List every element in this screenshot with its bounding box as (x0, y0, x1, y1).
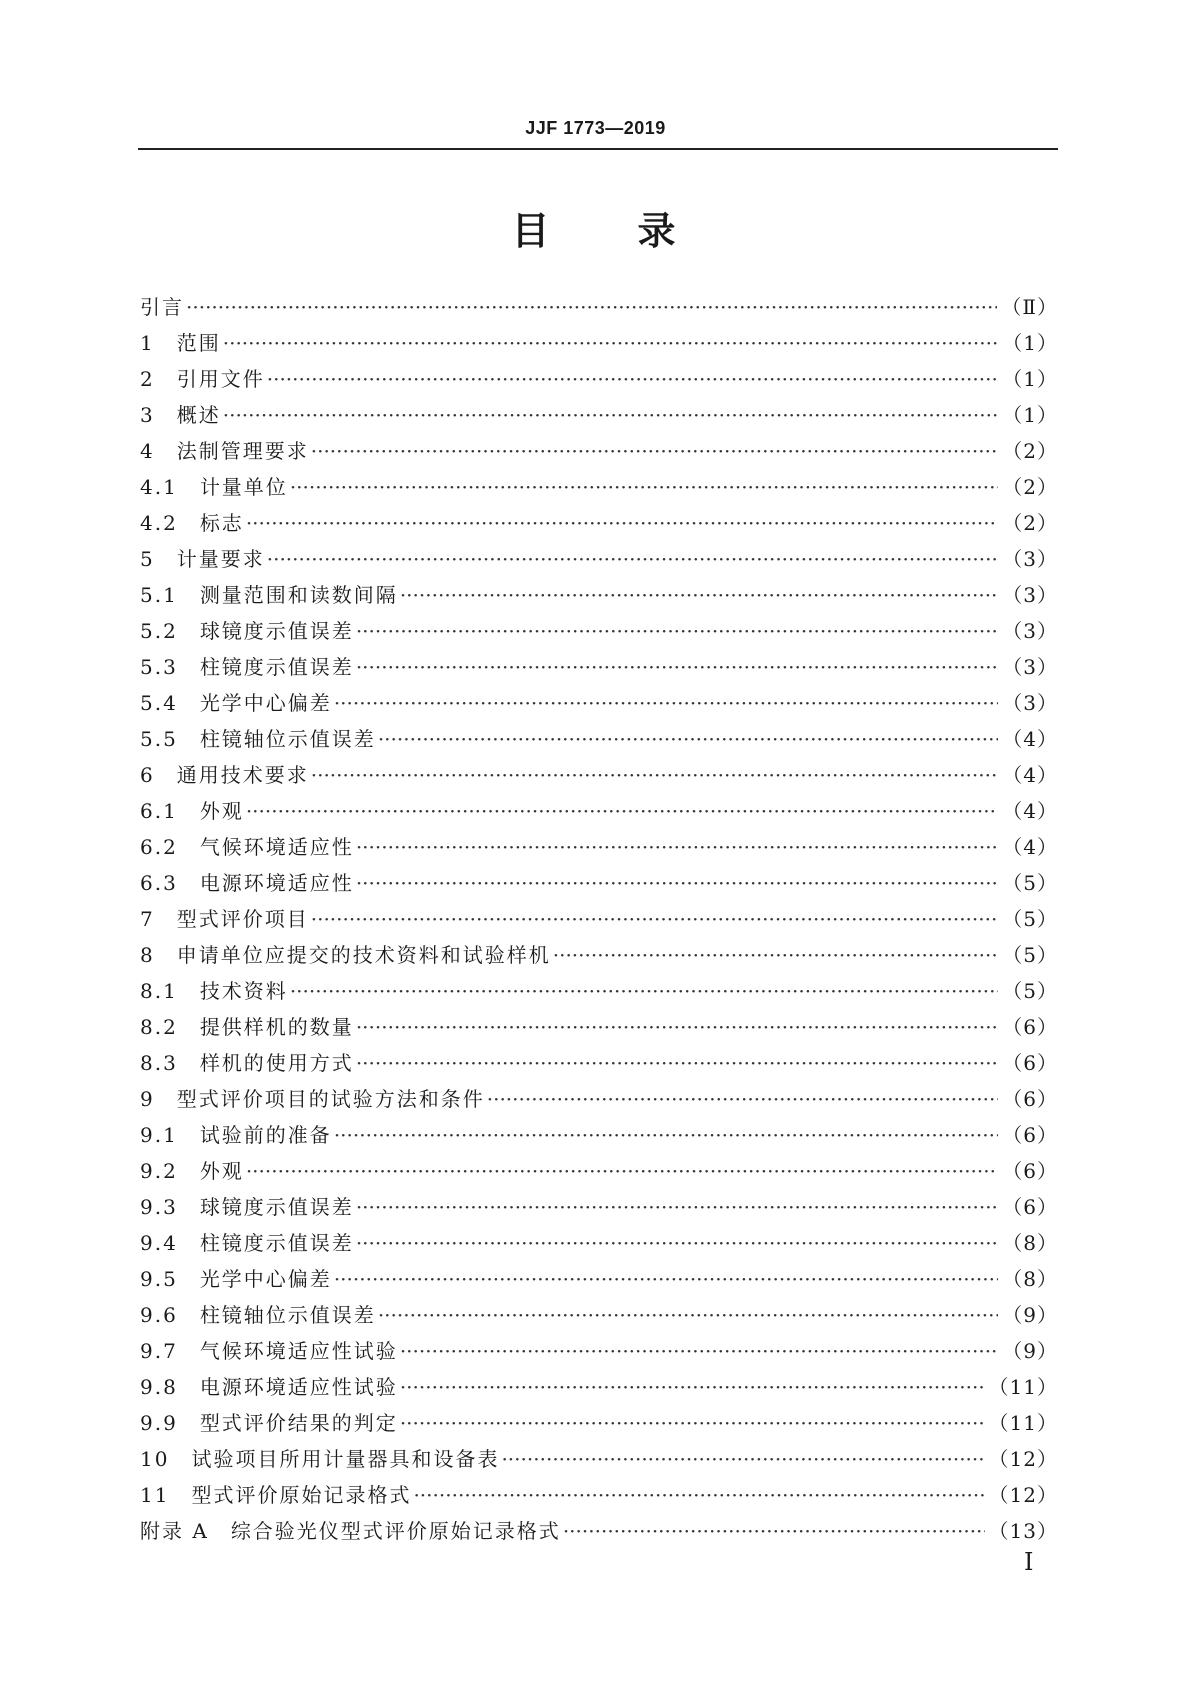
toc-entry-title: 气候环境适应性 (199, 835, 354, 859)
toc-entry-page: （4） (1002, 835, 1058, 859)
toc-entry-page: （6） (1002, 1015, 1058, 1039)
toc-dot-leader (223, 325, 999, 361)
toc-entry-page: （9） (1002, 1303, 1058, 1327)
toc-dot-leader (400, 1369, 985, 1405)
toc-entry-number: 4.1 (140, 475, 200, 499)
toc-entry-number: 8 (140, 943, 177, 967)
toc-dot-leader (267, 361, 999, 397)
toc-entry-number: 1 (140, 331, 177, 355)
toc-entry-page: （13） (988, 1519, 1058, 1543)
toc-entry-number: 7 (140, 907, 177, 931)
toc-entry-page: （6） (1002, 1195, 1058, 1219)
toc-entry-title: 概述 (176, 403, 221, 427)
toc-entry-page: （3） (1002, 547, 1058, 571)
toc-entry[interactable] (140, 1405, 1058, 1441)
toc-entry-number: 4.2 (140, 511, 200, 535)
toc-entry-title: 引言 (140, 295, 184, 319)
toc-dot-leader (501, 1441, 984, 1477)
toc-entry-title: 法制管理要求 (176, 439, 309, 463)
toc-entry-page: （1） (1002, 331, 1058, 355)
toc-entry[interactable] (140, 793, 1058, 829)
toc-entry-page: （6） (1002, 1087, 1058, 1111)
toc-dot-leader (487, 1081, 999, 1117)
toc-entry-page: （5） (1002, 943, 1058, 967)
toc-entry-title: 电源环境适应性试验 (199, 1375, 398, 1399)
toc-entry-number: 8.1 (140, 979, 200, 1003)
toc-entry-title: 通用技术要求 (176, 763, 309, 787)
toc-entry-number: 5.2 (140, 619, 200, 643)
toc-entry-number: 9.9 (140, 1411, 200, 1435)
toc-entry-title: 外观 (199, 1159, 244, 1183)
toc-entry-title: 型式评价原始记录格式 (191, 1483, 412, 1507)
toc-dot-leader (223, 397, 999, 433)
toc-dot-leader (311, 901, 999, 937)
toc-entry-page: （9） (1002, 1339, 1058, 1363)
toc-entry[interactable] (140, 721, 1058, 757)
toc-entry[interactable] (140, 757, 1058, 793)
toc-entry-page: （2） (1002, 511, 1058, 535)
toc-entry-title: 外观 (199, 799, 244, 823)
toc-entry-page: （3） (1002, 655, 1058, 679)
toc-entry-title: 计量要求 (176, 547, 265, 571)
toc-dot-leader (400, 1333, 998, 1369)
toc-entry-page: （8） (1002, 1231, 1058, 1255)
toc-entry[interactable] (140, 1369, 1058, 1405)
toc-entry[interactable] (140, 541, 1058, 577)
toc-dot-leader (334, 1117, 998, 1153)
toc-entry[interactable] (140, 1153, 1058, 1189)
toc-entry-number: 9.7 (140, 1339, 200, 1363)
toc-entry-page: （3） (1002, 691, 1058, 715)
toc-dot-leader (311, 757, 999, 793)
toc-entry-page: （5） (1002, 871, 1058, 895)
toc-entry-title: 测量范围和读数间隔 (199, 583, 398, 607)
toc-entry[interactable] (140, 1297, 1058, 1333)
toc-dot-leader (356, 829, 998, 865)
toc-entry[interactable] (140, 1225, 1058, 1261)
toc-entry-title: 光学中心偏差 (199, 1267, 332, 1291)
toc-entry-page: （1） (1002, 403, 1058, 427)
toc-entry-number: 9.6 (140, 1303, 200, 1327)
toc-entry-title: 提供样机的数量 (199, 1015, 354, 1039)
toc-entry-number: 6.3 (140, 871, 200, 895)
toc-entry[interactable] (140, 577, 1058, 613)
toc-entry-number: 2 (140, 367, 177, 391)
toc-entry-title: 光学中心偏差 (199, 691, 332, 715)
toc-entry[interactable] (140, 685, 1058, 721)
toc-entry-page: （5） (1002, 907, 1058, 931)
toc-dot-leader (356, 649, 998, 685)
toc-entry-page: （3） (1002, 619, 1058, 643)
toc-dot-leader (413, 1477, 984, 1513)
toc-entry[interactable] (140, 865, 1058, 901)
toc-entry-number: 5.3 (140, 655, 200, 679)
toc-entry-title: 柱镜度示值误差 (199, 1231, 354, 1255)
toc-entry-number: 附录 A (140, 1519, 231, 1543)
toc-entry-number: 8.3 (140, 1051, 200, 1075)
toc-entry[interactable] (140, 505, 1058, 541)
toc-entry-number: 9.1 (140, 1123, 200, 1147)
toc-entry-title: 型式评价项目的试验方法和条件 (176, 1087, 485, 1111)
toc-dot-leader (246, 505, 998, 541)
toc-entry-title: 柱镜轴位示值误差 (199, 727, 376, 751)
toc-entry-title: 计量单位 (199, 475, 288, 499)
toc-entry-number: 4 (140, 439, 177, 463)
toc-entry[interactable] (140, 1117, 1058, 1153)
toc-dot-leader (356, 1045, 998, 1081)
toc-entry[interactable] (140, 1513, 1058, 1549)
toc-entry-title: 引用文件 (176, 367, 265, 391)
toc-entry-page: （4） (1002, 763, 1058, 787)
toc-dot-leader (400, 1405, 985, 1441)
toc-entry[interactable] (140, 1441, 1058, 1477)
toc-entry[interactable] (140, 973, 1058, 1009)
toc-dot-leader (290, 469, 998, 505)
toc-dot-leader (400, 577, 998, 613)
toc-entry[interactable] (140, 613, 1058, 649)
toc-dot-leader (553, 937, 999, 973)
toc-entry-title: 标志 (199, 511, 244, 535)
toc-entry[interactable] (140, 1477, 1058, 1513)
toc-entry[interactable] (140, 937, 1058, 973)
toc-entry-title: 电源环境适应性 (199, 871, 354, 895)
toc-entry[interactable] (140, 325, 1058, 361)
toc-dot-leader (267, 541, 999, 577)
toc-dot-leader (356, 1009, 998, 1045)
toc-entry-number: 6 (140, 763, 177, 787)
toc-entry-page: （6） (1002, 1159, 1058, 1183)
toc-dot-leader (334, 1261, 998, 1297)
toc-entry[interactable] (140, 397, 1058, 433)
toc-entry-title: 范围 (176, 331, 221, 355)
toc-entry-page: （2） (1002, 475, 1058, 499)
toc-entry[interactable] (140, 1189, 1058, 1225)
toc-dot-leader (378, 721, 998, 757)
toc-entry-page: （8） (1002, 1267, 1058, 1291)
toc-dot-leader (563, 1513, 985, 1549)
toc-entry-number: 5 (140, 547, 177, 571)
toc-entry-number: 11 (140, 1483, 192, 1507)
toc-entry-title: 试验前的准备 (199, 1123, 332, 1147)
toc-entry-page: （11） (988, 1411, 1058, 1435)
toc-dot-leader (186, 289, 997, 325)
toc-entry-title: 柱镜度示值误差 (199, 655, 354, 679)
toc-entry[interactable] (140, 901, 1058, 937)
toc-entry-title: 综合验光仪型式评价原始记录格式 (230, 1519, 561, 1543)
toc-entry-number: 5.1 (140, 583, 200, 607)
toc-entry[interactable] (140, 1081, 1058, 1117)
toc-dot-leader (356, 1189, 998, 1225)
page-number-folio: I (1024, 1548, 1034, 1576)
header-rule (138, 148, 1058, 150)
toc-entry-number: 8.2 (140, 1015, 200, 1039)
toc-dot-leader (378, 1297, 998, 1333)
toc-entry-title: 申请单位应提交的技术资料和试验样机 (176, 943, 551, 967)
toc-dot-leader (311, 433, 999, 469)
toc-entry-number: 10 (140, 1447, 192, 1471)
toc-dot-leader (356, 1225, 998, 1261)
toc-dot-leader (356, 613, 998, 649)
toc-entry[interactable] (140, 1261, 1058, 1297)
toc-entry[interactable] (140, 1045, 1058, 1081)
toc-entry-page: （2） (1002, 439, 1058, 463)
toc-entry[interactable] (140, 361, 1058, 397)
toc-entry-title: 球镜度示值误差 (199, 619, 354, 643)
toc-entry-title: 样机的使用方式 (199, 1051, 354, 1075)
toc-entry-page: （6） (1002, 1051, 1058, 1075)
toc-dot-leader (246, 1153, 998, 1189)
toc-entry-page: （1） (1002, 367, 1058, 391)
toc-entry-page: （11） (988, 1375, 1058, 1399)
toc-entry-number: 9.4 (140, 1231, 200, 1255)
toc-entry-number: 9.2 (140, 1159, 200, 1183)
toc-entry-title: 型式评价项目 (176, 907, 309, 931)
toc-entry-title: 型式评价结果的判定 (199, 1411, 398, 1435)
toc-dot-leader (334, 685, 998, 721)
toc-entry-number: 6.1 (140, 799, 200, 823)
toc-entry-title: 气候环境适应性试验 (199, 1339, 398, 1363)
toc-entry-page: （5） (1002, 979, 1058, 1003)
toc-entry[interactable] (140, 433, 1058, 469)
toc-entry[interactable] (140, 469, 1058, 505)
toc-entry-title: 试验项目所用计量器具和设备表 (191, 1447, 500, 1471)
toc-entry-number: 9.5 (140, 1267, 200, 1291)
toc-entry-page: （12） (988, 1483, 1058, 1507)
page-title: 目 录 (511, 209, 680, 253)
toc-entry-page: （3） (1002, 583, 1058, 607)
standard-code-header: JJF 1773—2019 (525, 118, 666, 138)
toc-entry-title: 技术资料 (199, 979, 288, 1003)
toc-entry-title: 球镜度示值误差 (199, 1195, 354, 1219)
toc-entry-page: （12） (988, 1447, 1058, 1471)
toc-entry-number: 5.5 (140, 727, 200, 751)
toc-entry-number: 3 (140, 403, 177, 427)
toc-entry[interactable] (140, 1333, 1058, 1369)
toc-entry[interactable] (140, 289, 1058, 325)
toc-entry[interactable] (140, 649, 1058, 685)
toc-entry-number: 6.2 (140, 835, 200, 859)
toc-entry-page: （6） (1002, 1123, 1058, 1147)
toc-dot-leader (356, 865, 998, 901)
toc-entry-number: 9.8 (140, 1375, 200, 1399)
toc-entry-page: （4） (1002, 799, 1058, 823)
toc-dot-leader (246, 793, 998, 829)
toc-entry-number: 9.3 (140, 1195, 200, 1219)
toc-entry-page: （4） (1002, 727, 1058, 751)
toc-dot-leader (290, 973, 998, 1009)
toc-entry-number: 9 (140, 1087, 177, 1111)
toc-entry[interactable] (140, 1009, 1058, 1045)
table-of-contents (140, 289, 1058, 1549)
toc-entry-number: 5.4 (140, 691, 200, 715)
toc-entry-title: 柱镜轴位示值误差 (199, 1303, 376, 1327)
toc-entry[interactable] (140, 829, 1058, 865)
toc-entry-page: （Ⅱ） (1001, 295, 1058, 319)
